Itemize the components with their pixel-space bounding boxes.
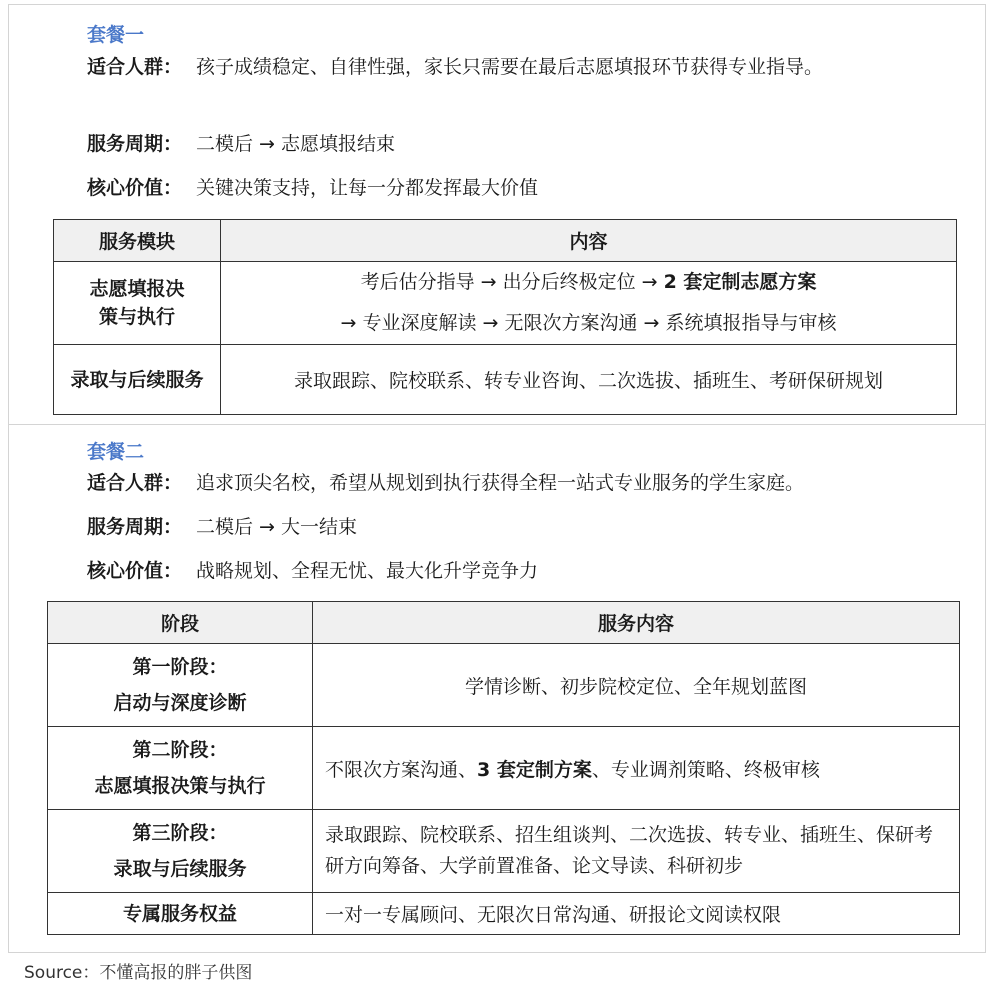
column-header-content: 内容: [221, 220, 957, 262]
package-one-value: [87, 173, 538, 204]
audience-text: 孩子成绩稳定、自律性强，家长只需要在最后志愿填报环节获得专业指导。: [196, 56, 824, 78]
package-two-value: [87, 556, 538, 587]
package-two-table: [47, 601, 960, 935]
stage-number: 第三阶段：: [132, 822, 228, 844]
column-header-module: 服务模块: [54, 220, 221, 262]
value-text: 关键决策支持，让每一分都发挥最大价值: [196, 177, 539, 199]
period-label: 服务周期：: [87, 133, 183, 155]
package-two-period: [87, 512, 357, 543]
stage-name: 启动与深度诊断: [113, 692, 247, 714]
package-one-period: [87, 129, 395, 160]
highlight-text: 3 套定制方案: [477, 758, 592, 781]
table-row: [48, 893, 960, 935]
value-text: 战略规划、全程无忧、最大化升学竞争力: [196, 560, 539, 582]
package-one-audience: [87, 52, 927, 83]
stage-name: 录取与后续服务: [113, 858, 247, 880]
content-line-2: → 专业深度解读 → 无限次方案沟通 → 系统填报指导与审核: [340, 312, 837, 334]
audience-label: 适合人群：: [87, 56, 183, 78]
highlight-text: 2 套定制志愿方案: [663, 271, 817, 293]
package-two-audience: [87, 468, 804, 499]
stage-number: 第一阶段：: [132, 656, 228, 678]
package-one-table: [53, 219, 957, 415]
period-text: 二模后 → 大一结束: [196, 516, 358, 538]
stage-cell: [48, 810, 313, 893]
stage-content: 不限次方案沟通、3 套定制方案、专业调剂策略、终极审核: [313, 727, 960, 810]
period-text: 二模后 → 志愿填报结束: [196, 133, 396, 155]
package-one-section: [9, 5, 985, 425]
table-row: [48, 644, 960, 727]
stage-cell: 专属服务权益: [48, 893, 313, 935]
value-label: 核心价值：: [87, 177, 183, 199]
content-frame: [8, 4, 986, 953]
source-caption: Source：不懂高报的胖子供图: [24, 963, 253, 983]
column-header-service: 服务内容: [313, 602, 960, 644]
audience-text: 追求顶尖名校，希望从规划到执行获得全程一站式专业服务的学生家庭。: [196, 472, 805, 494]
row-content: [221, 262, 957, 345]
stage-content: 学情诊断、初步院校定位、全年规划蓝图: [313, 644, 960, 727]
column-header-stage: 阶段: [48, 602, 313, 644]
package-two-title: 套餐二: [87, 441, 145, 463]
table-header-row: [54, 220, 957, 262]
stage-cell: [48, 644, 313, 727]
table-header-row: [48, 602, 960, 644]
table-row: [48, 727, 960, 810]
package-one-title: 套餐一: [87, 24, 145, 46]
table-row: [48, 810, 960, 893]
stage-content: 录取跟踪、院校联系、招生组谈判、二次选拔、转专业、插班生、保研考研方向筹备、大学前置准备、论文导读、科研初步: [313, 810, 960, 893]
stage-name: 志愿填报决策与执行: [94, 775, 266, 797]
period-label: 服务周期：: [87, 516, 183, 538]
row-label: 录取与后续服务: [54, 345, 221, 415]
table-row: [54, 262, 957, 345]
audience-label: 适合人群：: [87, 472, 183, 494]
package-two-section: [9, 425, 985, 952]
content-line-1: 考后估分指导 → 出分后终极定位 → 2 套定制志愿方案: [360, 271, 817, 293]
stage-content: 一对一专属顾问、无限次日常沟通、研报论文阅读权限: [313, 893, 960, 935]
stage-number: 第二阶段：: [132, 739, 228, 761]
row-content: 录取跟踪、院校联系、转专业咨询、二次选拔、插班生、考研保研规划: [221, 345, 957, 415]
value-label: 核心价值：: [87, 560, 183, 582]
table-row: [54, 345, 957, 415]
stage-cell: [48, 727, 313, 810]
row-label: 志愿填报决策与执行: [54, 262, 221, 345]
